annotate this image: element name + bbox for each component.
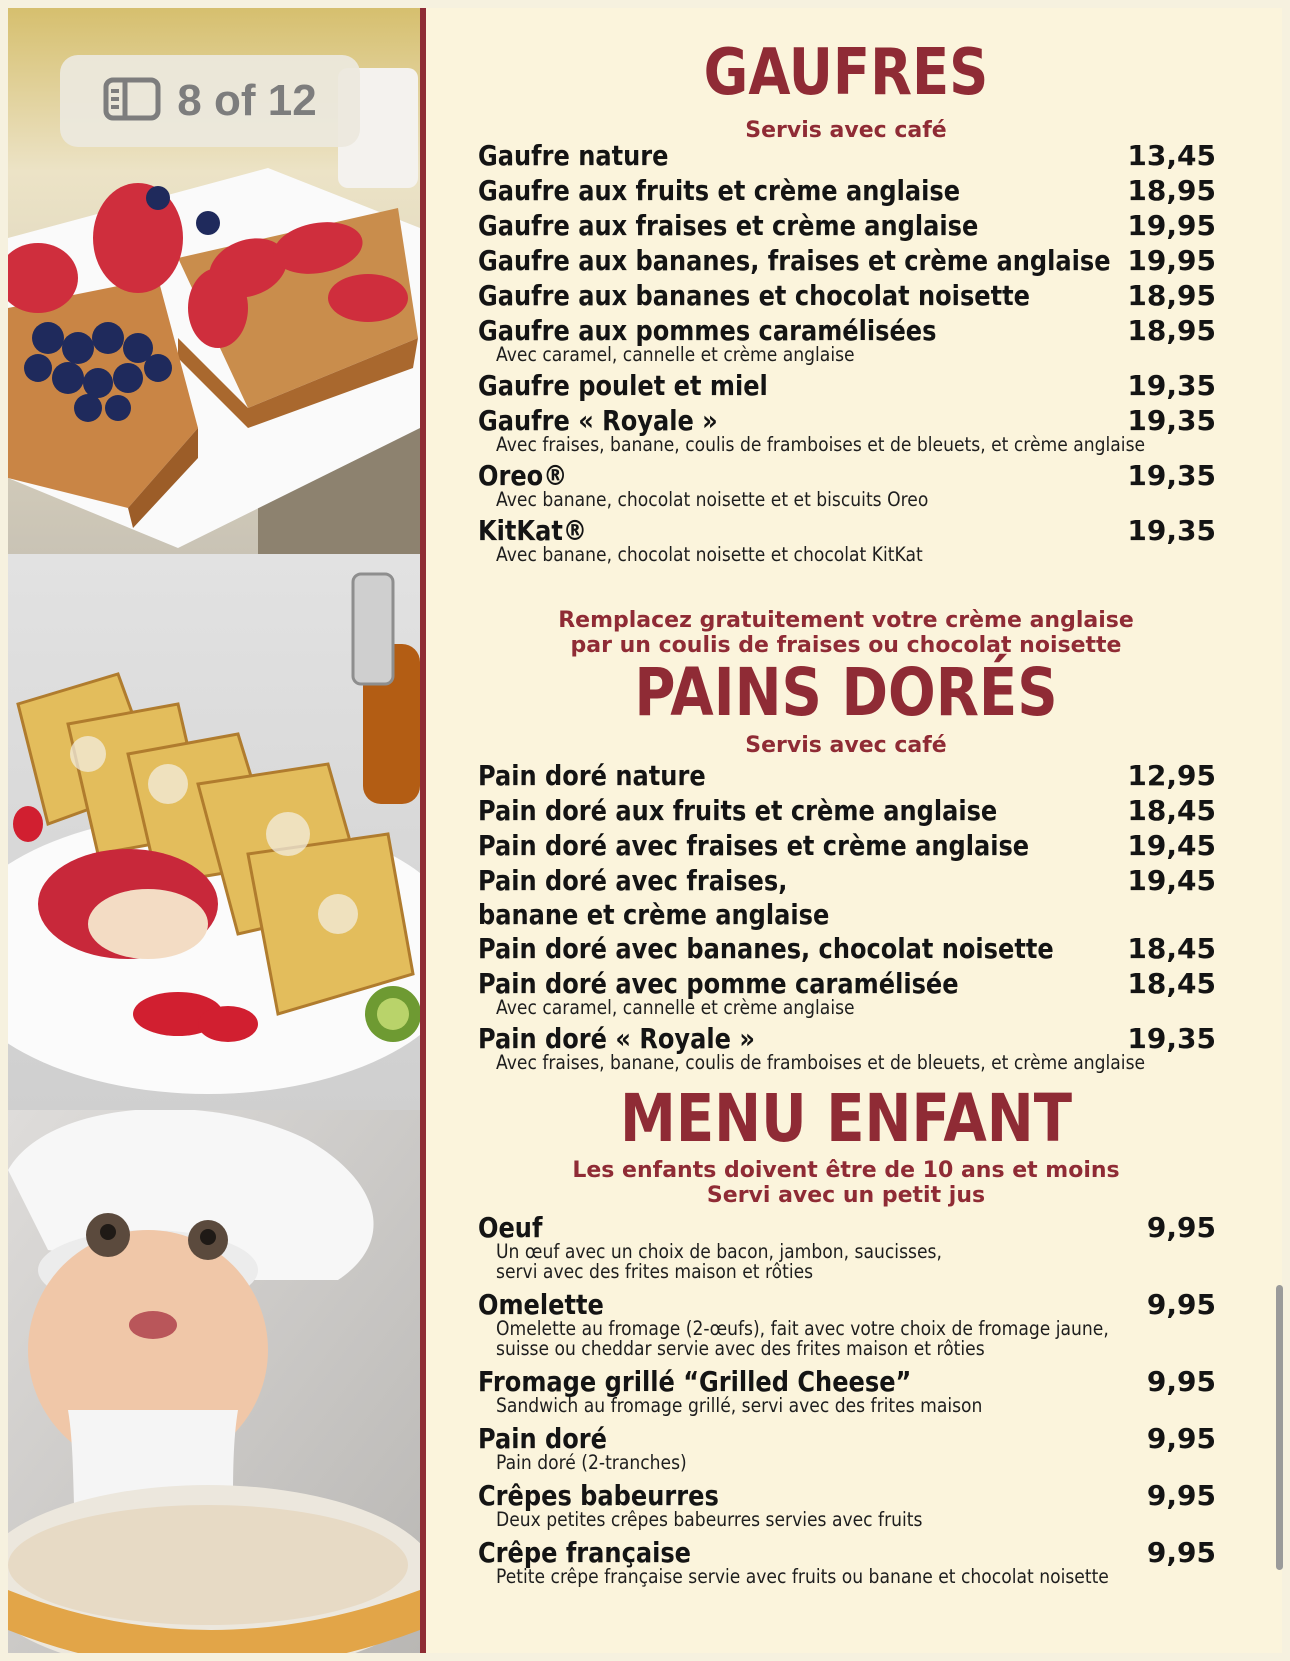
item-description: Pain doré (2-tranches) [496, 1451, 687, 1474]
menu-item [478, 208, 1216, 243]
item-price: 9,95 [1146, 1536, 1216, 1569]
item-description: Petite crêpe française servie avec fruits ou banane et chocolat noisette [496, 1565, 1109, 1588]
item-name: Gaufre aux pommes caramélisées [478, 314, 937, 347]
menu-item [478, 828, 1216, 863]
section-subtitle-menu-enfant-2: Servi avec un petit jus [706, 1183, 986, 1208]
menu-item [478, 513, 1216, 566]
section-title-gaufres: GAUFRES [703, 36, 989, 110]
item-description: Avec fraises, banane, coulis de framboises et de bleuets, et crème anglaise [496, 433, 1146, 456]
item-name: Pain doré avec bananes, chocolat noisette [478, 932, 1054, 965]
item-description: Avec banane, chocolat noisette et et biscuits Oreo [496, 488, 929, 511]
item-name: Gaufre « Royale » [478, 404, 718, 437]
item-price: 19,45 [1127, 829, 1216, 862]
item-price: 19,45 [1127, 864, 1216, 897]
menu-item [478, 1478, 1216, 1531]
item-name: Oreo® [478, 459, 568, 492]
item-price: 19,35 [1127, 404, 1216, 437]
french-toast-photo [8, 554, 420, 1110]
item-price: 19,35 [1127, 459, 1216, 492]
item-name: Omelette [478, 1288, 604, 1321]
item-name: Oeuf [478, 1211, 543, 1244]
menu-item [478, 173, 1216, 208]
item-price: 19,95 [1127, 244, 1216, 277]
menu-item [478, 1287, 1216, 1360]
item-price: 19,35 [1127, 369, 1216, 402]
menu-item [478, 1535, 1216, 1588]
menu-item [478, 966, 1216, 1019]
gaufres-note-line2: par un coulis de fraises ou chocolat noisette [570, 633, 1122, 658]
item-price: 9,95 [1146, 1422, 1216, 1455]
section-subtitle-gaufres: Servis avec café [745, 118, 947, 143]
item-price: 19,95 [1127, 209, 1216, 242]
gaufres-list [478, 138, 1216, 568]
menu-content [426, 8, 1282, 1653]
item-description: Avec caramel, cannelle et crème anglaise [496, 343, 855, 366]
item-price: 18,45 [1127, 794, 1216, 827]
menu-item [478, 458, 1216, 511]
menu-item [478, 1421, 1216, 1474]
menu-item [478, 278, 1216, 313]
menu-page [8, 8, 1282, 1653]
item-price: 9,95 [1146, 1479, 1216, 1512]
item-description: Deux petites crêpes babeurres servies avec fruits [496, 1508, 923, 1531]
item-price: 9,95 [1146, 1288, 1216, 1321]
item-price: 19,35 [1127, 1022, 1216, 1055]
menu-item [478, 368, 1216, 403]
item-name: Pain doré aux fruits et crème anglaise [478, 794, 998, 827]
item-name: Gaufre aux bananes et chocolat noisette [478, 279, 1030, 312]
book-icon [103, 77, 161, 126]
photo-column [8, 8, 420, 1653]
section-title-pains-dores: PAINS DORÉS [634, 654, 1058, 731]
menu-item [478, 313, 1216, 366]
item-description: Un œuf avec un choix de bacon, jambon, saucisses, [496, 1240, 942, 1263]
menu-enfant-list [478, 1210, 1216, 1592]
item-price: 18,45 [1127, 932, 1216, 965]
item-description-line2: servi avec des frites maison et rôties [496, 1260, 814, 1283]
item-description: Avec caramel, cannelle et crème anglaise [496, 996, 855, 1019]
item-name-line2: banane et crème anglaise [478, 898, 830, 931]
item-price: 18,95 [1127, 174, 1216, 207]
section-title-menu-enfant: MENU ENFANT [620, 1080, 1072, 1157]
item-name: Pain doré avec fraises et crème anglaise [478, 829, 1030, 862]
item-description: Avec fraises, banane, coulis de framboises et de bleuets, et crème anglaise [496, 1051, 1146, 1074]
gaufres-note-line1: Remplacez gratuitement votre crème anglaise [558, 608, 1134, 633]
item-price: 18,95 [1127, 279, 1216, 312]
item-price: 12,95 [1127, 759, 1216, 792]
menu-item [478, 1210, 1216, 1283]
vertical-scrollbar[interactable] [1276, 1285, 1283, 1570]
item-description: Avec banane, chocolat noisette et chocolat KitKat [496, 543, 923, 566]
page-counter-text: 8 of 12 [177, 76, 317, 125]
item-name: Pain doré avec pomme caramélisée [478, 967, 959, 1000]
item-name: Gaufre poulet et miel [478, 369, 768, 402]
item-price: 19,35 [1127, 514, 1216, 547]
menu-item [478, 243, 1216, 278]
item-description-line2: suisse ou cheddar servie avec des frites maison et rôties [496, 1337, 985, 1360]
section-subtitle-menu-enfant-1: Les enfants doivent être de 10 ans et moins [572, 1158, 1120, 1183]
menu-item [478, 403, 1216, 456]
baby-chef-photo [8, 1110, 420, 1653]
item-name: Crêpes babeurres [478, 1479, 719, 1512]
item-name: Fromage grillé “Grilled Cheese” [478, 1365, 912, 1398]
item-name: Gaufre aux fraises et crème anglaise [478, 209, 979, 242]
menu-item [478, 1364, 1216, 1417]
menu-item [478, 138, 1216, 173]
page-counter-badge[interactable] [60, 55, 360, 147]
menu-item [478, 793, 1216, 828]
menu-item [478, 1021, 1216, 1074]
item-name: Pain doré avec fraises, [478, 864, 788, 897]
item-name: KitKat® [478, 514, 587, 547]
item-name: Pain doré nature [478, 759, 706, 792]
item-name: Gaufre nature [478, 139, 669, 172]
menu-item [478, 931, 1216, 966]
item-price: 9,95 [1146, 1211, 1216, 1244]
item-name: Pain doré [478, 1422, 608, 1455]
menu-item [478, 758, 1216, 793]
item-description: Sandwich au fromage grillé, servi avec des frites maison [496, 1394, 983, 1417]
section-subtitle-pains-dores: Servis avec café [745, 733, 947, 758]
item-price: 13,45 [1127, 139, 1216, 172]
item-name: Gaufre aux fruits et crème anglaise [478, 174, 961, 207]
item-name: Gaufre aux bananes, fraises et crème anglaise [478, 244, 1111, 277]
item-name: Crêpe française [478, 1536, 692, 1569]
pains-dores-list [478, 758, 1216, 1076]
item-name: Pain doré « Royale » [478, 1022, 755, 1055]
item-price: 9,95 [1146, 1365, 1216, 1398]
item-price: 18,45 [1127, 967, 1216, 1000]
item-description: Omelette au fromage (2-œufs), fait avec votre choix de fromage jaune, [496, 1317, 1109, 1340]
menu-item [478, 863, 1216, 931]
item-price: 18,95 [1127, 314, 1216, 347]
